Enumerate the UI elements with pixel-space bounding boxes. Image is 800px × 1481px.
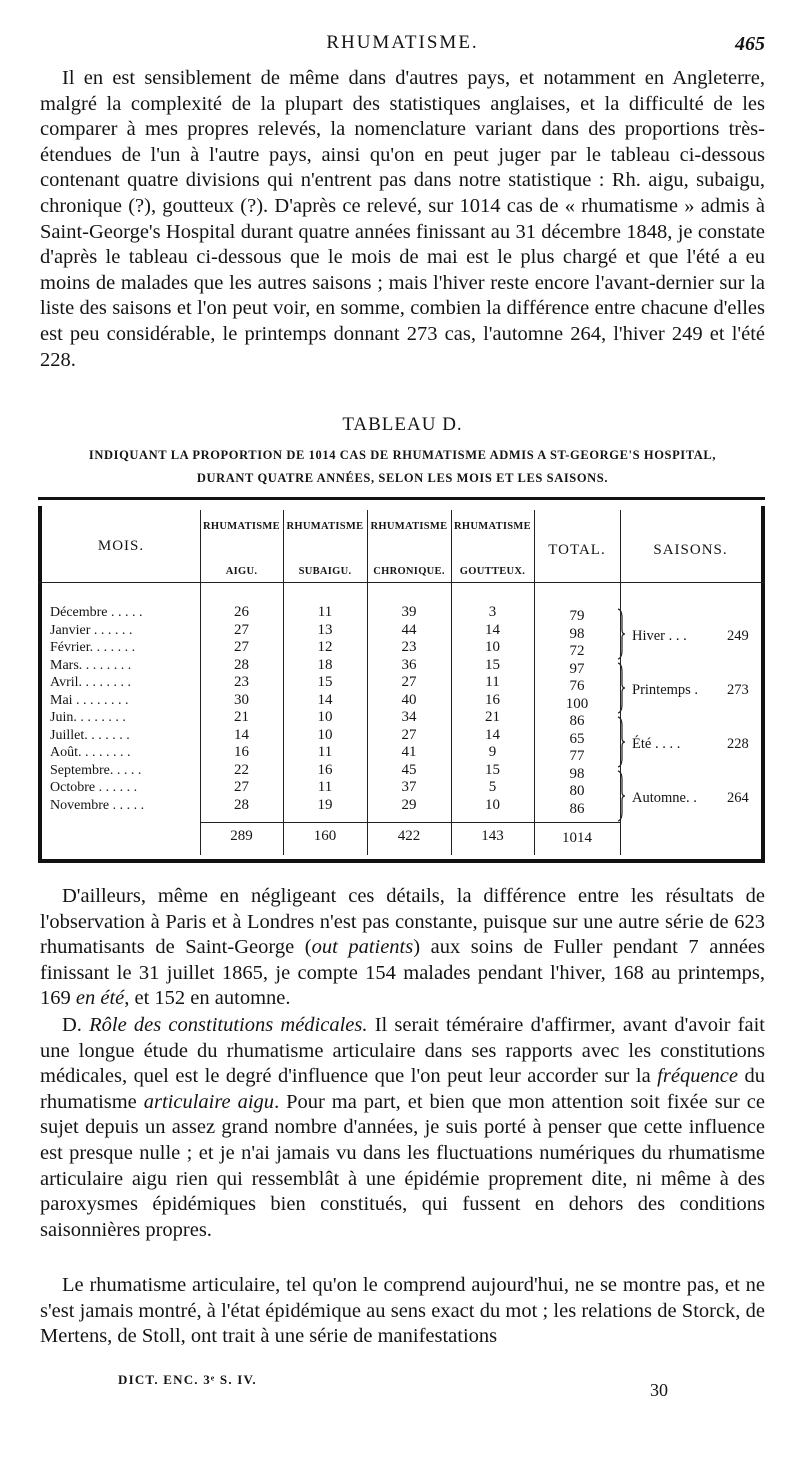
cell-aigu: 28 — [234, 796, 249, 813]
cell-subaigu: 14 — [317, 691, 333, 708]
footer-signature: DICT. ENC. 3ᵉ S. IV. — [118, 1372, 257, 1387]
cell-aigu: 28 — [234, 656, 249, 673]
cell-chronique: 44 — [401, 621, 417, 638]
table-caption — [40, 444, 765, 490]
month-label: Mars. . . . . . . . — [50, 657, 132, 673]
running-head — [40, 30, 765, 60]
cell-total: 97 — [569, 660, 585, 677]
cell-aigu: 27 — [234, 621, 249, 638]
cell-aigu: 21 — [234, 709, 249, 725]
month-label: Février. . . . . . . — [50, 640, 136, 655]
table-title: TABLEAU D. — [342, 414, 463, 435]
header-chronique-line-2: CHRONIQUE. — [373, 566, 445, 577]
header-goutteux-line-1: RHUMATISME — [454, 521, 531, 532]
cell-subaigu: 15 — [317, 674, 333, 690]
cell-goutteux: 15 — [485, 761, 500, 778]
cell-subaigu: 16 — [317, 761, 333, 778]
table-right-border — [761, 506, 765, 859]
total-aigu: 289 — [230, 828, 253, 844]
cell-aigu: 23 — [234, 674, 249, 690]
cell-total: 72 — [569, 643, 585, 659]
header-aigu-line-2: AIGU. — [225, 566, 258, 577]
p2-text-a: D'ailleurs, même en négligeant ces détails, la différence entre les résultats de l'observation à Paris et à Londres n'est pas constante, puisque sur une autre série de 623 rhumatisants de Saint-George ( — [40, 885, 765, 959]
total-chronique: 422 — [397, 828, 421, 844]
paragraph-epidemic: Le rhumatisme articulaire, tel qu'on le comprend aujourd'hui, ne se montre pas, et ne s'est jamais montré, à l'état épidémique au sens exact du mot ; les relations de Storck, de Mertens, de Stoll, ont trait à une série de manifestations — [40, 1274, 765, 1348]
month-label: Janvier . . . . . . — [50, 622, 133, 638]
header-total: TOTAL. — [548, 542, 606, 558]
cell-subaigu: 13 — [317, 621, 333, 638]
cell-goutteux: 15 — [485, 656, 500, 673]
cell-total: 80 — [569, 783, 585, 799]
brace-icon — [616, 716, 626, 768]
season-autumn: Automne. . — [632, 790, 697, 806]
table-left-border — [38, 506, 42, 859]
cell-chronique: 29 — [401, 796, 417, 813]
cell-chronique: 36 — [401, 656, 417, 673]
cell-total: 100 — [565, 695, 589, 712]
cell-aigu: 27 — [234, 639, 249, 655]
p2-text-c: , et 152 en automne. — [124, 987, 291, 1010]
brace-icon — [616, 608, 626, 660]
cell-total: 98 — [569, 765, 585, 782]
cell-goutteux: 14 — [485, 621, 500, 638]
month-label: Mai . . . . . . . . — [50, 692, 129, 708]
cell-aigu: 16 — [234, 744, 249, 760]
header-chronique-line-1: RHUMATISME — [370, 521, 448, 532]
cell-subaigu: 11 — [317, 604, 333, 620]
running-title: RHUMATISME. — [326, 32, 479, 53]
cell-subaigu: 12 — [317, 639, 333, 655]
cell-goutteux: 5 — [488, 779, 497, 795]
header-aigu-line-1: RHUMATISME — [203, 521, 280, 532]
cell-aigu: 14 — [234, 726, 249, 743]
p3-text-c: . Pour ma part, et bien que mon attention soit fixée sur ce sujet depuis un assez grand nombre d'années, je suis porté à penser que cette influence est presque nulle ; et je n'ai jamais vu dans les fluctuations numériques du rhumatisme articulaire aigu rien qui ressemblât à une épidémie proprement dite, ni même à des paroxysmes épidémiques bien constitués, qui fussent en dehors des conditions saisonnières propres. — [40, 1090, 765, 1241]
totals-rule — [200, 822, 621, 823]
cell-chronique: 40 — [401, 691, 417, 708]
cell-total: 86 — [569, 800, 585, 817]
table-caption-line-2: DURANT QUATRE ANNÉES, SELON LES MOIS ET LES SAISONS. — [196, 471, 609, 485]
cell-total: 86 — [569, 713, 585, 729]
cell-chronique: 23 — [401, 639, 417, 655]
cell-chronique: 41 — [401, 744, 417, 760]
cell-aigu: 26 — [234, 604, 249, 620]
month-label: Septembre. . . . . — [50, 762, 142, 778]
season-autumn-value: 264 — [727, 790, 749, 806]
season-spring: Printemps . — [632, 682, 699, 698]
p3-text-a: Il serait téméraire d'affirmer, avant d'avoir fait une longue étude du rhumatisme articulaire dans ses rapports avec les constitutions médicales, quel est le degré d'influence que l'on peut leur accorder sur la — [40, 1014, 765, 1088]
cell-goutteux: 10 — [485, 796, 500, 813]
cell-goutteux: 14 — [485, 726, 500, 743]
page-number: 465 — [735, 33, 765, 55]
cell-subaigu: 19 — [317, 796, 333, 813]
cell-goutteux: 21 — [485, 709, 500, 725]
paragraph-constitutions-medicales — [40, 1013, 765, 1243]
footer-sheet-number: 30 — [650, 1380, 668, 1400]
month-label: Novembre . . . . . — [50, 797, 145, 813]
cell-total: 77 — [569, 748, 585, 764]
cell-subaigu: 18 — [317, 656, 333, 673]
cell-total: 65 — [569, 730, 585, 747]
cell-chronique: 39 — [401, 604, 417, 620]
header-mois: MOIS. — [97, 538, 145, 554]
cell-total: 79 — [569, 608, 585, 624]
paragraph-paris-london — [40, 884, 765, 1012]
cell-chronique: 27 — [401, 674, 417, 690]
season-spring-value: 273 — [727, 682, 749, 698]
cell-aigu: 30 — [234, 691, 249, 708]
season-summer: Été . . . . — [632, 736, 681, 752]
p2-emphasis-out-patients: out patients — [311, 936, 414, 959]
cell-chronique: 45 — [401, 761, 417, 778]
header-rule — [38, 582, 765, 583]
cell-goutteux: 10 — [485, 639, 500, 655]
p3-emphasis-frequence: fréquence — [657, 1065, 738, 1088]
cell-chronique: 27 — [401, 726, 417, 743]
brace-icon — [616, 662, 626, 714]
total-goutteux: 143 — [481, 828, 504, 844]
section-heading: Rôle des constitutions médicales. — [89, 1014, 368, 1036]
cell-total: 76 — [569, 678, 585, 694]
cell-subaigu: 11 — [317, 779, 333, 795]
cell-total: 98 — [569, 625, 585, 642]
p3-text-b: du rhumatisme — [40, 1065, 765, 1113]
table-caption-line-1: INDIQUANT LA PROPORTION DE 1014 CAS DE RHUMATISME ADMIS A ST-GEORGE'S HOSPITAL, — [88, 448, 717, 462]
month-label: Juin. . . . . . . . — [50, 710, 126, 725]
cell-goutteux: 11 — [485, 674, 500, 690]
section-label: D. — [62, 1014, 82, 1036]
header-subaigu-line-2: SUBAIGU. — [298, 566, 352, 577]
season-winter-value: 249 — [727, 628, 749, 644]
month-label: Juillet. . . . . . . — [50, 727, 130, 743]
cell-goutteux: 9 — [488, 744, 497, 760]
header-goutteux-line-2: GOUTTEUX. — [459, 566, 526, 577]
p2-text-b: ) aux soins de Fuller pendant 7 années finissant le 31 juillet 1865, je compte 154 malades pendant l'hiver, 168 au printemps, 169 — [40, 936, 766, 1010]
month-label: Octobre . . . . . . — [50, 780, 138, 795]
season-summer-value: 228 — [727, 736, 749, 752]
month-label: Avril. . . . . . . . — [50, 675, 132, 690]
cell-aigu: 27 — [234, 779, 249, 795]
cell-chronique: 37 — [401, 779, 417, 795]
total-overall: 1014 — [562, 830, 592, 846]
cell-goutteux: 3 — [488, 604, 497, 620]
month-label: Août. . . . . . . . — [50, 745, 131, 760]
season-winter: Hiver . . . — [632, 628, 687, 644]
total-subaigu: 160 — [313, 828, 337, 844]
month-label: Décembre . . . . . — [50, 605, 143, 620]
cell-subaigu: 10 — [317, 726, 333, 743]
cell-chronique: 34 — [401, 709, 417, 725]
cell-aigu: 22 — [234, 761, 249, 778]
cell-subaigu: 11 — [317, 744, 333, 760]
paragraph-england-statistics: Il en est sensiblement de même dans d'autres pays, et notamment en Angleterre, malgré la complexité de la plupart des statistiques anglaises, et la difficulté de les comparer à mes propres relevés, la nomenclature variant dans des proportions très-étendues de l'un à l'autre pays, ainsi qu'on en peut juger par le tableau ci-dessous contenant quatre divisions qui n'entrent pas dans notre statistique : Rh. aigu, subaigu, chronique (?), goutteux (?). D'après ce relevé, sur 1014 cas de « rhumatisme » admis à Saint-George's Hospital durant quatre années finissant au 31 décembre 1848, je constate d'après le tableau ci-dessous que le mois de mai est le plus chargé et que l'été a eu moins de malades que les autres saisons ; mais l'hiver reste encore l'avant-dernier sur la liste des saisons et l'on peut voir, en somme, combien la différence entre chacune d'elles est peu considérable, le printemps donnant 273 cas, l'automne 264, l'hiver 249 et l'été 228. — [40, 67, 765, 371]
header-saisons: SAISONS. — [653, 542, 728, 558]
p3-emphasis-articulaire-aigu: articulaire aigu — [143, 1090, 275, 1113]
header-subaigu-line-1: RHUMATISME — [286, 521, 364, 532]
cell-subaigu: 10 — [317, 709, 333, 725]
rheumatism-table — [38, 497, 765, 863]
p2-emphasis-en-ete: en été — [75, 987, 125, 1010]
brace-icon — [616, 770, 626, 822]
cell-goutteux: 16 — [485, 691, 500, 708]
